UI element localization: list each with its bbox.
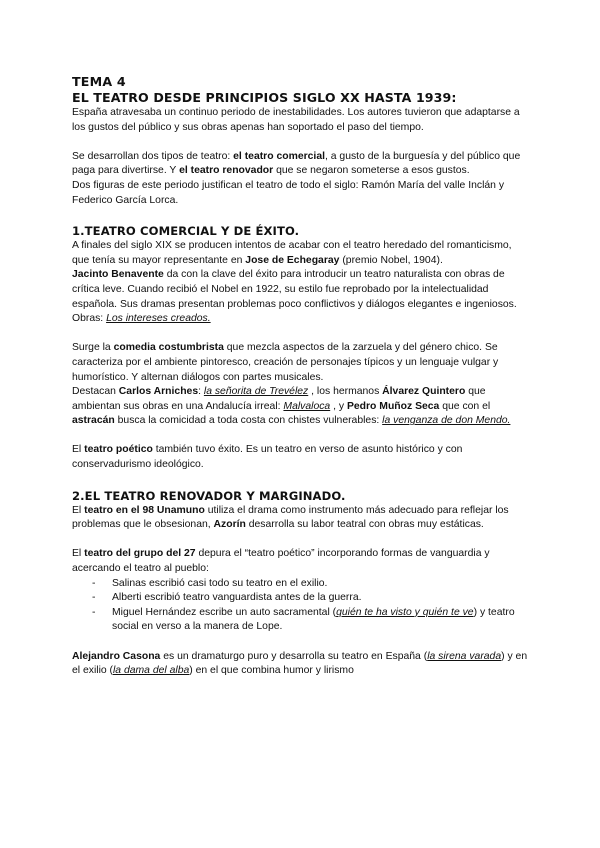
text-run: A finales del siglo XIX se producen intentos de acabar con el teatro heredado del romanticismo, que tenía su mayor representante en (72, 240, 512, 266)
text-run: ) y en el exilio ( (72, 650, 528, 677)
work-title: la venganza de don Mendo. (382, 415, 511, 427)
text-run: Destacan (72, 386, 119, 398)
section-2-heading: 2.EL TEATRO RENOVADOR Y MARGINADO. (72, 488, 346, 503)
s1-paragraph-costumbrista (72, 341, 530, 385)
text-run: depura el “teatro poético” incorporando formas de vanguardia y acercando el teatro al pueblo: (72, 548, 490, 575)
text-run: Obras: (72, 313, 107, 325)
section-1-heading: 1.TEATRO COMERCIAL Y DE ÉXITO. (72, 224, 300, 239)
text-run: , y (330, 400, 347, 412)
s1-obras-line (72, 312, 530, 327)
text-run: : (198, 386, 204, 398)
text-run: Se desarrollan dos tipos de teatro: (72, 150, 234, 162)
text-run: busca la comicidad a toda costa con chistes vulnerables: (114, 415, 383, 427)
text-run: es un dramaturgo puro y desarrolla su teatro en España ( (160, 650, 428, 662)
text-run: que mezcla aspectos de la zarzuela y del género chico. Se caracteriza por el ambiente pintoresco, creación de personajes típicos y un lenguaje vulgar y humorístico. Y alternan diálogos con partes musicales. (72, 342, 499, 383)
bold-text: Jacinto Benavente (72, 269, 164, 281)
s1-paragraph-destacan (72, 385, 530, 429)
bold-text: Carlos Arniches (118, 386, 199, 398)
text-run: también tuvo éxito. Es un teatro en verso de asunto histórico y con conservadurismo ideológico. (72, 444, 463, 471)
text-run: El (72, 548, 85, 560)
authors-list (72, 577, 530, 635)
s2-paragraph-27 (72, 547, 530, 576)
text-run: , los hermanos (308, 386, 383, 398)
work-title: quién te ha visto y quién te ve (336, 606, 474, 618)
text-run: da con la clave del éxito para introducir un teatro naturalista con obras de crítica leve. Cuando recibió el Nobel en 1922, su estilo fue reprobado por la intelectualidad española. Sus dramas presentan problemas poco conflictivos y diálogos elegantes e ingeniosos. (72, 269, 517, 310)
bold-text: teatro poético (84, 444, 153, 456)
text-run: que con el (439, 400, 491, 412)
bold-text: Alejandro Casona (72, 650, 161, 662)
s1-paragraph-echegaray (72, 239, 530, 268)
list-item (92, 606, 530, 635)
topic-label: TEMA 4 (72, 74, 126, 89)
bold-text: teatro en el 98 Unamuno (84, 504, 205, 516)
intro-paragraph-2 (72, 150, 530, 179)
bold-text: el teatro renovador (179, 165, 274, 177)
text-run: Surge la (72, 342, 114, 354)
text-run: desarrolla su labor teatral con obras muy estáticas. (245, 519, 484, 531)
list-item: - Alberti escribió teatro vanguardista antes de la guerra. (92, 591, 530, 606)
bold-text: Azorín (213, 519, 246, 531)
list-item: - Salinas escribió casi todo su teatro en el exilio. (92, 577, 530, 592)
text-run: El (72, 444, 85, 456)
text-run: (premio Nobel, 1904). (339, 254, 443, 266)
text-run: ) en el que combina humor y lirismo (189, 665, 354, 677)
work-title: la señorita de Trevélez (203, 386, 309, 398)
bold-text: Álvarez Quintero (382, 386, 466, 398)
bold-text: teatro del grupo del 27 (84, 548, 196, 560)
s1-paragraph-benavente (72, 268, 530, 312)
bold-text: astracán (72, 415, 115, 427)
text-run: , a gusto de la burguesía y del público que paga para divertirse. Y (72, 150, 521, 177)
s2-paragraph-98 (72, 504, 530, 533)
work-title: Los intereses creados. (106, 313, 211, 325)
document-title: EL TEATRO DESDE PRINCIPIOS SIGLO XX HASTA 1939: (72, 90, 457, 105)
text-run: El (72, 504, 85, 516)
text-run: utiliza el drama como instrumento más adecuado para reflejar los problemas que le obsesionan, (72, 504, 509, 531)
work-title: la sirena varada (427, 650, 502, 662)
bold-text: comedia costumbrista (113, 342, 224, 354)
text-run: que se negaron someterse a esos gustos. (273, 165, 470, 177)
s1-paragraph-poetico (72, 443, 530, 472)
text-run: ) y teatro social en verso a la manera de Lope. (112, 606, 515, 633)
work-title: la dama del alba (113, 665, 190, 677)
bold-text: Pedro Muñoz Seca (346, 400, 440, 412)
work-title: Malvaloca (283, 400, 331, 412)
bold-text: Jose de Echegaray (245, 254, 340, 266)
text-run: Miguel Hernández escribe un auto sacramental ( (112, 606, 337, 618)
intro-paragraph-3: Dos figuras de este periodo justifican el teatro de todo el siglo: Ramón María del valle Inclán y Federico García Lorca. (72, 179, 505, 206)
intro-paragraph-1: España atravesaba un continuo periodo de inestabilidades. Los autores tuvieron que adaptarse a los gustos del público y sus obras apenas han soportado el paso del tiempo. (72, 107, 520, 133)
s2-paragraph-casona (72, 650, 530, 679)
text-run: que ambientan sus obras en una Andalucía irreal: (72, 386, 486, 412)
bold-text: el teatro comercial (233, 150, 325, 162)
